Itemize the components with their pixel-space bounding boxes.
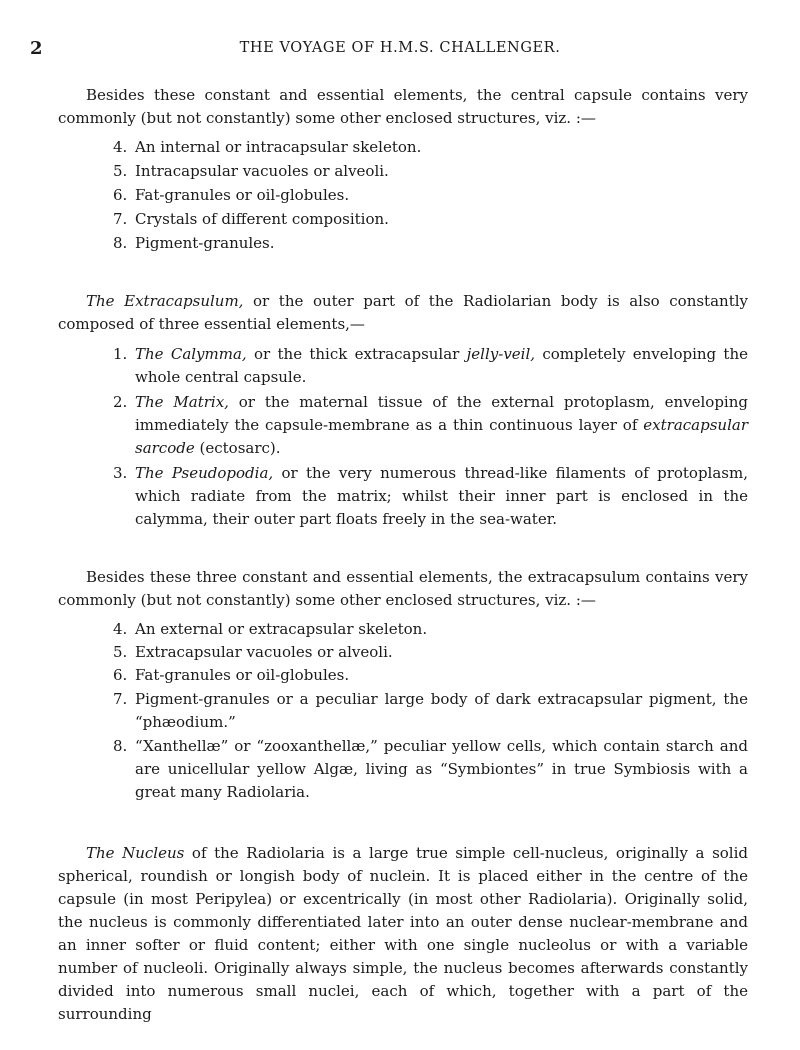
- list-item: 1. The Calymma, or the thick extracapsular jelly-veil, completely enveloping the whole central capsule.: [113, 345, 749, 386]
- list-item: [113, 184, 748, 207]
- list-item-text: Fat-granules or oil-globules.: [135, 186, 350, 204]
- list-item: [113, 735, 748, 804]
- list-item: [113, 664, 748, 687]
- list-item: [113, 688, 748, 734]
- list-item-text: Intracapsular vacuoles or alveoli.: [135, 162, 389, 180]
- list-item: [113, 208, 748, 231]
- list-item: 2. The Matrix, or the maternal tissue of the external protoplasm, enveloping immediately the capsule-membrane as a thin continuous layer of extracapsular sarcode (ectosarc).: [113, 393, 748, 457]
- list-item-text: Fat-granules or oil-globules.: [135, 666, 350, 684]
- list-item-text: An internal or intracapsular skeleton.: [135, 138, 422, 156]
- paragraph-extracapsulum: [58, 290, 748, 336]
- list-item: 3. The Pseudopodia, or the very numerous thread-like filaments of protoplasm, which radiate from the matrix; whilst their inner part is enclosed in the calymma, their outer part floats freely in the sea-water.: [113, 464, 748, 528]
- paragraph-nucleus: [58, 842, 748, 1026]
- list-item-number: 8.: [113, 737, 128, 755]
- paragraph-text: Besides these constant and essential elements, the central capsule contains very commonly (but not constantly) some other enclosed structures, viz. :—: [58, 86, 748, 127]
- list-item-number: 3.: [113, 464, 128, 482]
- list-item-number: 5.: [113, 643, 128, 661]
- list-item-number: 6.: [113, 186, 128, 204]
- paragraph-central-capsule: [58, 84, 748, 130]
- page-number: 2: [30, 38, 43, 59]
- list-item-number: 4.: [113, 138, 128, 156]
- term-calymma: The Calymma,: [135, 345, 247, 363]
- list-item: [113, 232, 748, 255]
- list-item-text: Pigment-granules.: [135, 234, 275, 252]
- running-title: THE VOYAGE OF H.M.S. CHALLENGER.: [239, 40, 561, 56]
- term-matrix: The Matrix,: [135, 393, 229, 411]
- paragraph-text: Besides these three constant and essential elements, the extracapsulum contains very commonly (but not constantly) some other enclosed structures, viz. :—: [58, 568, 748, 609]
- list-item-number: 5.: [113, 162, 128, 180]
- paragraph-extracapsulum-structures: [58, 566, 748, 612]
- list-item-text: “Xanthellæ” or “zooxanthellæ,” peculiar yellow cells, which contain starch and are unicellular yellow Algæ, living as “Symbiontes” in true Symbiosis with a great many Radiolaria.: [135, 737, 748, 801]
- term-extracapsular-sarcode: extracapsular sarcode: [135, 416, 748, 457]
- list-item: [113, 136, 748, 159]
- term-nucleus: The Nucleus: [86, 844, 185, 862]
- list-item-text: Extracapsular vacuoles or alveoli.: [135, 643, 393, 661]
- list-item-text: Pigment-granules or a peculiar large body of dark extracapsular pigment, the “phæodium.”: [135, 690, 748, 731]
- term-pseudopodia: The Pseudopodia,: [135, 464, 274, 482]
- list-item: [113, 618, 748, 641]
- list-item-number: 6.: [113, 666, 128, 684]
- list-item-number: 7.: [113, 690, 128, 708]
- list-item-number: 8.: [113, 234, 128, 252]
- list-item-number: 1.: [113, 345, 128, 363]
- list-item: [113, 641, 748, 664]
- list-item-number: 4.: [113, 620, 128, 638]
- list-item-text: Crystals of different composition.: [135, 210, 389, 228]
- list-item-text: An external or extracapsular skeleton.: [135, 620, 428, 638]
- term-extracapsulum: The Extracapsulum,: [86, 292, 244, 310]
- paragraph-text: or the outer part of the Radiolarian body is also constantly composed of three essential elements,—: [58, 292, 748, 333]
- list-item-number: 2.: [113, 393, 128, 411]
- page-header: [30, 38, 770, 62]
- paragraph-text: of the Radiolaria is a large true simple cell-nucleus, originally a solid spherical, roundish or longish body of nuclein. It is placed either in the centre of the capsule (in most Peripylea) or excentrically (in most other Radiolaria). Originally solid, the nucleus is commonly differentiated later into an outer dense nuclear-membrane and an inner softer or fluid content; either with one single nucleolus or with a variable number of nucleoli. Originally always simple, the nucleus becomes afterwards constantly divided into numerous small nuclei, each of which, together with a part of the surrounding: [58, 844, 748, 1023]
- term-jelly-veil: jelly-veil,: [466, 345, 536, 363]
- list-item-number: 7.: [113, 210, 128, 228]
- list-item: [113, 160, 748, 183]
